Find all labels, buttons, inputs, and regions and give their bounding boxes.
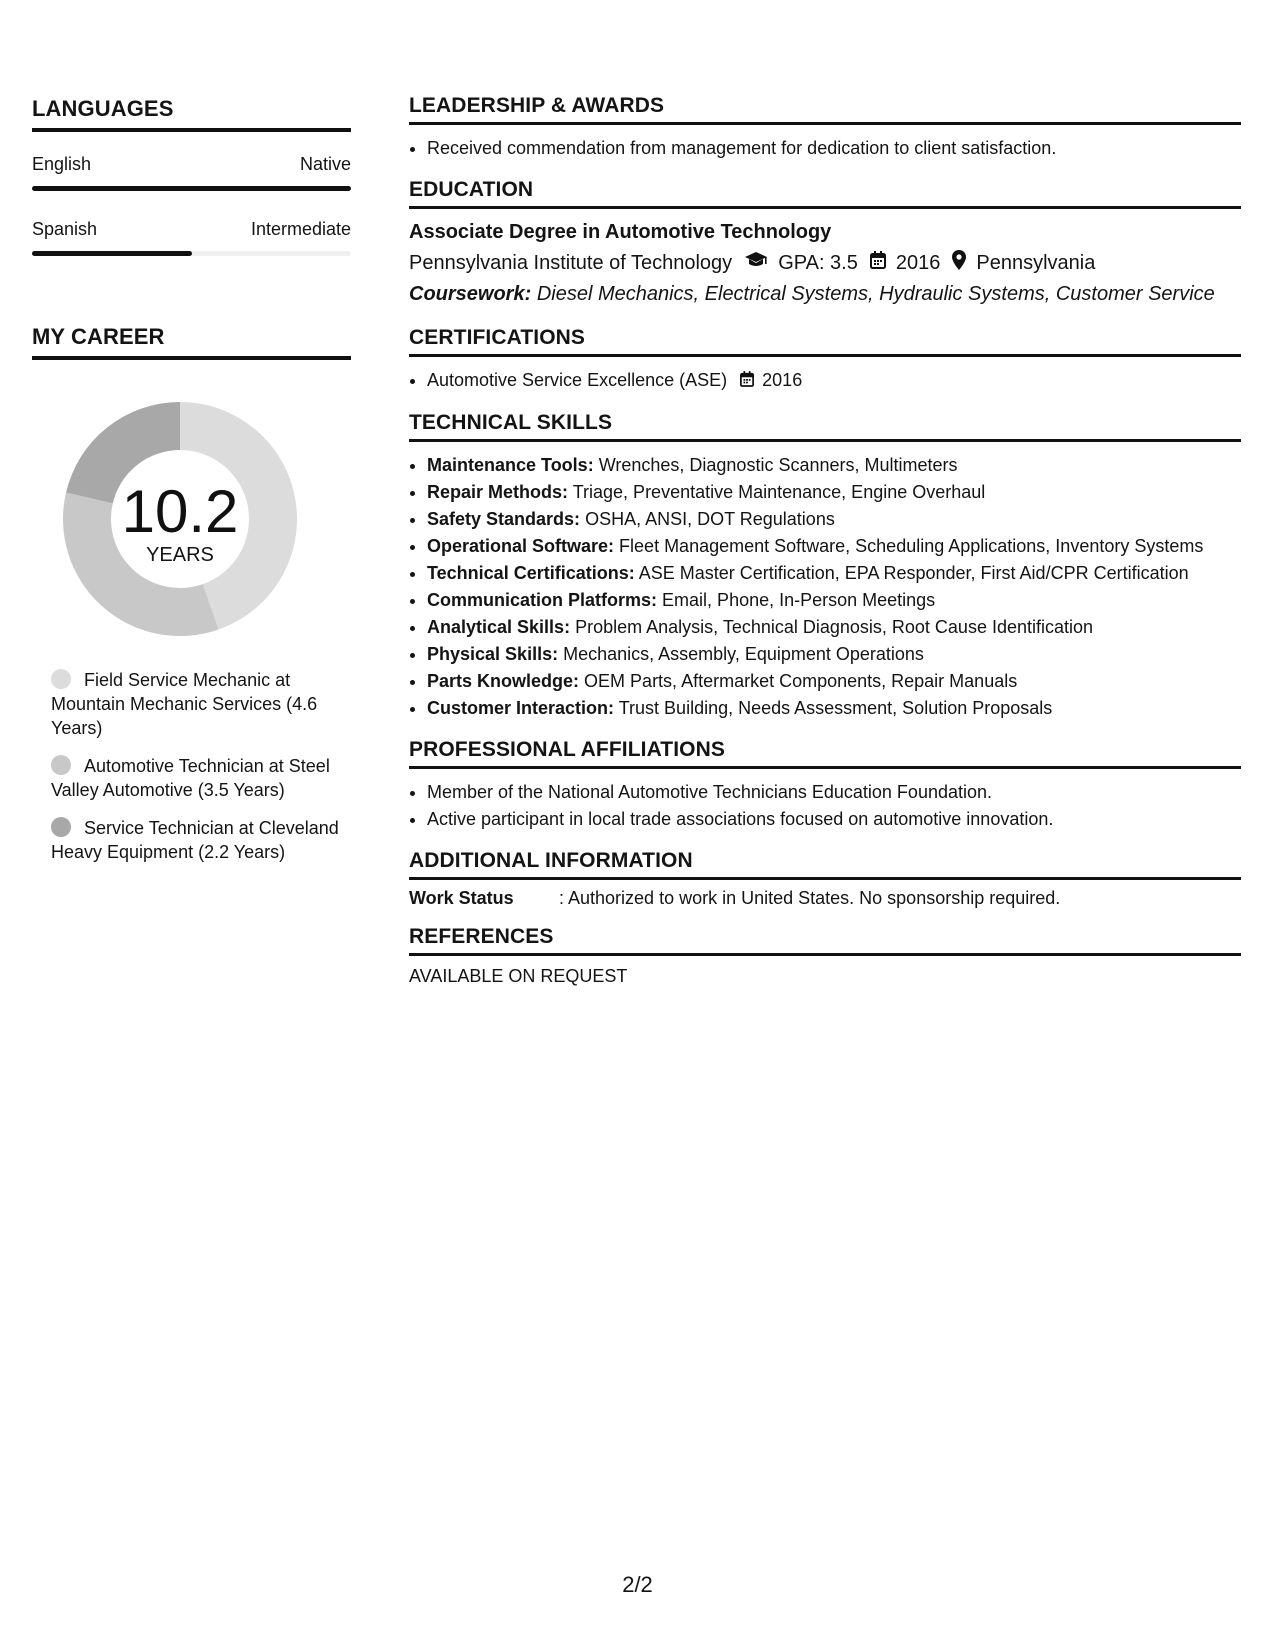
legend-item (51, 816, 341, 864)
skill-text: Fleet Management Software, Scheduling Applications, Inventory Systems (619, 536, 1204, 556)
legend-item (51, 668, 341, 740)
certification-year: 2016 (762, 370, 803, 390)
skill-item (427, 479, 1241, 506)
certifications-section (409, 326, 1241, 395)
skill-text: Problem Analysis, Technical Diagnosis, Root Cause Identification (575, 617, 1094, 637)
skills-list (409, 452, 1241, 722)
skill-item (427, 587, 1241, 614)
education-coursework (409, 283, 1241, 306)
coursework-text: Diesel Mechanics, Electrical Systems, Hydraulic Systems, Customer Service (536, 283, 1215, 305)
skill-text: ASE Master Certification, EPA Responder, First Aid/CPR Certification (638, 563, 1189, 583)
additional-title: ADDITIONAL INFORMATION (409, 849, 1241, 880)
references-text: AVAILABLE ON REQUEST (409, 966, 628, 986)
skill-text: Email, Phone, In-Person Meetings (662, 590, 936, 610)
language-name: Spanish (32, 219, 98, 239)
skill-item (427, 695, 1241, 722)
skill-label: Maintenance Tools: (427, 455, 594, 475)
skill-item (427, 533, 1241, 560)
skill-text: OSHA, ANSI, DOT Regulations (585, 509, 835, 529)
skill-label: Parts Knowledge: (427, 671, 580, 691)
skill-item (427, 506, 1241, 533)
language-spanish (32, 219, 351, 256)
right-column (409, 94, 1241, 1003)
list-item: • Received commendation from management for dedication to client satisfaction. (427, 135, 1241, 162)
additional-section (409, 849, 1241, 909)
legend-text: Automotive Technician at Steel Valley Automotive (3.5 Years) (51, 756, 330, 800)
skill-label: Repair Methods: (427, 482, 569, 502)
language-level: Intermediate (250, 219, 351, 239)
skill-text: OEM Parts, Aftermarket Components, Repair Manuals (584, 671, 1018, 691)
skills-section (409, 411, 1241, 722)
references-title: REFERENCES (409, 925, 1241, 956)
career-donut-chart (55, 394, 305, 644)
languages-title: LANGUAGES (32, 96, 351, 132)
legend-dot (51, 755, 71, 775)
skill-label: Physical Skills: (427, 644, 559, 664)
skills-title: TECHNICAL SKILLS (409, 411, 1241, 442)
language-level: Native (299, 154, 351, 174)
leadership-title: LEADERSHIP & AWARDS (409, 94, 1241, 125)
legend-dot (51, 817, 71, 837)
leadership-section (409, 94, 1241, 162)
work-status-row (409, 888, 1241, 909)
education-degree: Associate Degree in Automotive Technology (409, 221, 832, 243)
skill-item (427, 452, 1241, 479)
skill-text: Trust Building, Needs Assessment, Solution Proposals (618, 698, 1053, 718)
career-total-value: 10.2 (121, 478, 239, 545)
list-item: • Active participant in local trade associations focused on automotive innovation. (427, 806, 1241, 833)
calendar-icon (740, 368, 754, 395)
language-bar-fill (32, 186, 351, 191)
left-column (32, 96, 351, 878)
skill-label: Operational Software: (427, 536, 615, 556)
education-school: Pennsylvania Institute of Technology (409, 251, 733, 274)
skill-label: Analytical Skills: (427, 617, 571, 637)
career-total-unit: YEARS (146, 544, 214, 566)
skill-text: Wrenches, Diagnostic Scanners, Multimeters (598, 455, 958, 475)
skill-label: Communication Platforms: (427, 590, 658, 610)
skill-item (427, 641, 1241, 668)
education-year: 2016 (895, 251, 941, 274)
map-pin-icon (952, 250, 966, 276)
career-title: MY CAREER (32, 324, 351, 360)
career-legend (32, 668, 341, 864)
legend-text: Field Service Mechanic at Mountain Mechanic Services (4.6 Years) (51, 670, 318, 738)
education-section (409, 178, 1241, 306)
skill-label: Safety Standards: (427, 509, 581, 529)
legend-dot (51, 669, 71, 689)
language-bar (32, 251, 351, 256)
skill-text: Triage, Preventative Maintenance, Engine Overhaul (572, 482, 986, 502)
work-status-label: Work Status (409, 888, 514, 908)
list-item (427, 367, 1241, 395)
language-bar (32, 186, 351, 191)
donut-center (55, 394, 305, 644)
affiliations-section (409, 738, 1241, 833)
references-section (409, 925, 1241, 987)
list-item: • Member of the National Automotive Technicians Education Foundation. (427, 779, 1241, 806)
affiliations-title: PROFESSIONAL AFFILIATIONS (409, 738, 1241, 769)
language-english (32, 154, 351, 191)
education-gpa: GPA: 3.5 (778, 251, 858, 274)
education-details (409, 250, 1241, 276)
language-bar-fill (32, 251, 192, 256)
skill-item (427, 668, 1241, 695)
skill-label: Customer Interaction: (427, 698, 615, 718)
language-name: English (32, 154, 92, 174)
skill-item (427, 614, 1241, 641)
skill-label: Technical Certifications: (427, 563, 635, 583)
calendar-icon (870, 251, 886, 275)
skill-text: Mechanics, Assembly, Equipment Operations (563, 644, 924, 664)
work-status-value: : Authorized to work in United States. No sponsorship required. (559, 888, 1061, 908)
education-location: Pennsylvania (976, 251, 1096, 274)
graduation-cap-icon (744, 251, 768, 275)
education-title: EDUCATION (409, 178, 1241, 209)
skill-item (427, 560, 1241, 587)
certification-name: Automotive Service Excellence (ASE) (427, 370, 728, 390)
page-number: 2/2 (622, 1572, 653, 1597)
legend-text: Service Technician at Cleveland Heavy Equipment (2.2 Years) (51, 818, 339, 862)
legend-item (51, 754, 341, 802)
certifications-title: CERTIFICATIONS (409, 326, 1241, 357)
coursework-label: Coursework: (409, 283, 532, 305)
